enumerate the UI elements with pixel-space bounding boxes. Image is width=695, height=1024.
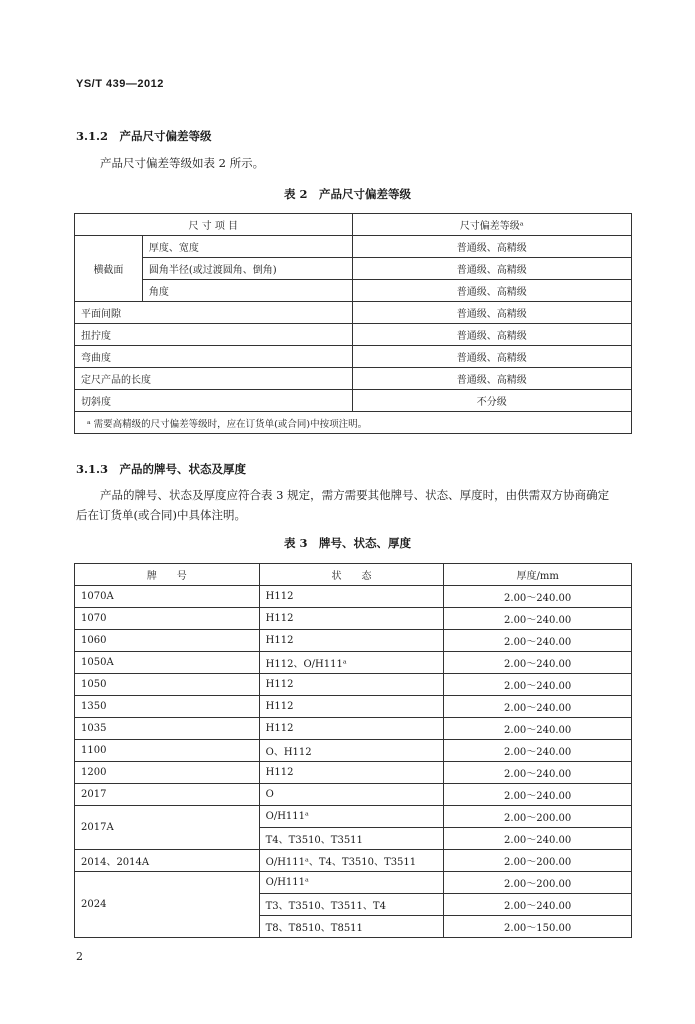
table3-thickness-cell: 2.00～240.00: [444, 674, 632, 696]
table3: [74, 563, 632, 938]
table3-grade-cell: 2017A: [75, 806, 260, 850]
page-number: 2: [76, 950, 83, 963]
table3-grade-cell: 2017: [75, 784, 260, 806]
table3-row: [75, 674, 632, 696]
table3-thickness-cell: 2.00～200.00: [444, 806, 632, 828]
section-3-1-3-text-line1: 产品的牌号、状态及厚度应符合表 3 规定，需方需要其他牌号、状态、厚度时，由供需双方协商确定: [100, 488, 610, 502]
table3-thickness-cell: 2.00～240.00: [444, 784, 632, 806]
table2-item: 弯曲度: [75, 346, 353, 368]
table3-thickness-cell: 2.00～240.00: [444, 718, 632, 740]
table3-grade-cell: 1070A: [75, 586, 260, 608]
table3-thickness-cell: 2.00～240.00: [444, 630, 632, 652]
table3-thickness-cell: 2.00～200.00: [444, 850, 632, 872]
table3-header-grade: 牌 号: [75, 564, 260, 586]
table3-thickness-cell: 2.00～240.00: [444, 894, 632, 916]
table3-row: [75, 652, 632, 674]
table3-grade-cell: 1070: [75, 608, 260, 630]
table3-temper-cell: H112: [259, 586, 444, 608]
table3-row: [75, 718, 632, 740]
table3-temper-cell: O/H111ᵃ、T4、T3510、T3511: [259, 850, 444, 872]
section-3-1-3-text-line2: 后在订货单(或合同)中具体注明。: [76, 508, 246, 522]
table2-item: 定尺产品的长度: [75, 368, 353, 390]
table3-grade-cell: 1200: [75, 762, 260, 784]
table2: [74, 213, 632, 434]
table3-row: [75, 784, 632, 806]
table2-grade: 普通级、高精级: [352, 324, 632, 346]
table2-item: 扭拧度: [75, 324, 353, 346]
table2-footnote: ᵃ 需要高精级的尺寸偏差等级时，应在订货单(或合同)中按项注明。: [75, 412, 632, 434]
table3-thickness-cell: 2.00～240.00: [444, 586, 632, 608]
section-3-1-2-heading: 3.1.2 产品尺寸偏差等级: [76, 129, 212, 143]
table3-temper-cell: H112、O/H111ᵃ: [259, 652, 444, 674]
table3-row: [75, 696, 632, 718]
table2-item: 圆角半径(或过渡圆角、倒角): [142, 258, 352, 280]
table3-grade-cell: 1050A: [75, 652, 260, 674]
table3-temper-cell: O、H112: [259, 740, 444, 762]
table3-temper-cell: O/H111ᵃ: [259, 806, 444, 828]
table3-thickness-cell: 2.00～240.00: [444, 608, 632, 630]
table3-temper-cell: T8、T8510、T8511: [259, 916, 444, 938]
table2-grade: 不分级: [352, 390, 632, 412]
table2-grade: 普通级、高精级: [352, 346, 632, 368]
table3-header-thickness: 厚度/mm: [444, 564, 632, 586]
table2-grade: 普通级、高精级: [352, 258, 632, 280]
table3-grade-cell: 2014、2014A: [75, 850, 260, 872]
table3-thickness-cell: 2.00～240.00: [444, 740, 632, 762]
table2-item: 平面间隙: [75, 302, 353, 324]
table3-grade-cell: 1100: [75, 740, 260, 762]
table2-item: 切斜度: [75, 390, 353, 412]
table3-temper-cell: H112: [259, 608, 444, 630]
table2-grade: 普通级、高精级: [352, 368, 632, 390]
table2-header-grade: 尺寸偏差等级ᵃ: [352, 214, 632, 236]
section-3-1-3-heading: 3.1.3 产品的牌号、状态及厚度: [76, 462, 247, 476]
standard-code: YS/T 439—2012: [76, 78, 164, 90]
table2-item: 厚度、宽度: [142, 236, 352, 258]
table3-temper-cell: H112: [259, 674, 444, 696]
table2-group-cross-section: 横截面: [75, 236, 143, 302]
table3-row: [75, 740, 632, 762]
table3-header-temper: 状 态: [259, 564, 444, 586]
table3-thickness-cell: 2.00～240.00: [444, 828, 632, 850]
table3-caption: 表 3 牌号、状态、厚度: [283, 536, 411, 550]
table2-caption: 表 2 产品尺寸偏差等级: [283, 187, 411, 201]
table3-thickness-cell: 2.00～240.00: [444, 762, 632, 784]
table2-grade: 普通级、高精级: [352, 280, 632, 302]
table2-grade: 普通级、高精级: [352, 236, 632, 258]
table2-item: 角度: [142, 280, 352, 302]
table3-row: [75, 630, 632, 652]
section-3-1-2-text: 产品尺寸偏差等级如表 2 所示。: [100, 156, 265, 170]
table3-thickness-cell: 2.00～240.00: [444, 652, 632, 674]
table3-temper-cell: H112: [259, 696, 444, 718]
table3-row: [75, 586, 632, 608]
table3-grade-cell: 2024: [75, 872, 260, 938]
table3-thickness-cell: 2.00～150.00: [444, 916, 632, 938]
table3-temper-cell: T3、T3510、T3511、T4: [259, 894, 444, 916]
table2-header-item: 尺 寸 项 目: [75, 214, 353, 236]
table3-temper-cell: H112: [259, 630, 444, 652]
table3-temper-cell: H112: [259, 762, 444, 784]
table3-temper-cell: O: [259, 784, 444, 806]
table3-temper-cell: H112: [259, 718, 444, 740]
table3-thickness-cell: 2.00～240.00: [444, 696, 632, 718]
table3-grade-cell: 1350: [75, 696, 260, 718]
table3-temper-cell: T4、T3510、T3511: [259, 828, 444, 850]
table3-row: [75, 762, 632, 784]
table3-temper-cell: O/H111ᵃ: [259, 872, 444, 894]
table3-grade-cell: 1050: [75, 674, 260, 696]
table3-thickness-cell: 2.00～200.00: [444, 872, 632, 894]
table3-grade-cell: 1060: [75, 630, 260, 652]
table3-row: [75, 608, 632, 630]
table2-grade: 普通级、高精级: [352, 302, 632, 324]
table3-grade-cell: 1035: [75, 718, 260, 740]
